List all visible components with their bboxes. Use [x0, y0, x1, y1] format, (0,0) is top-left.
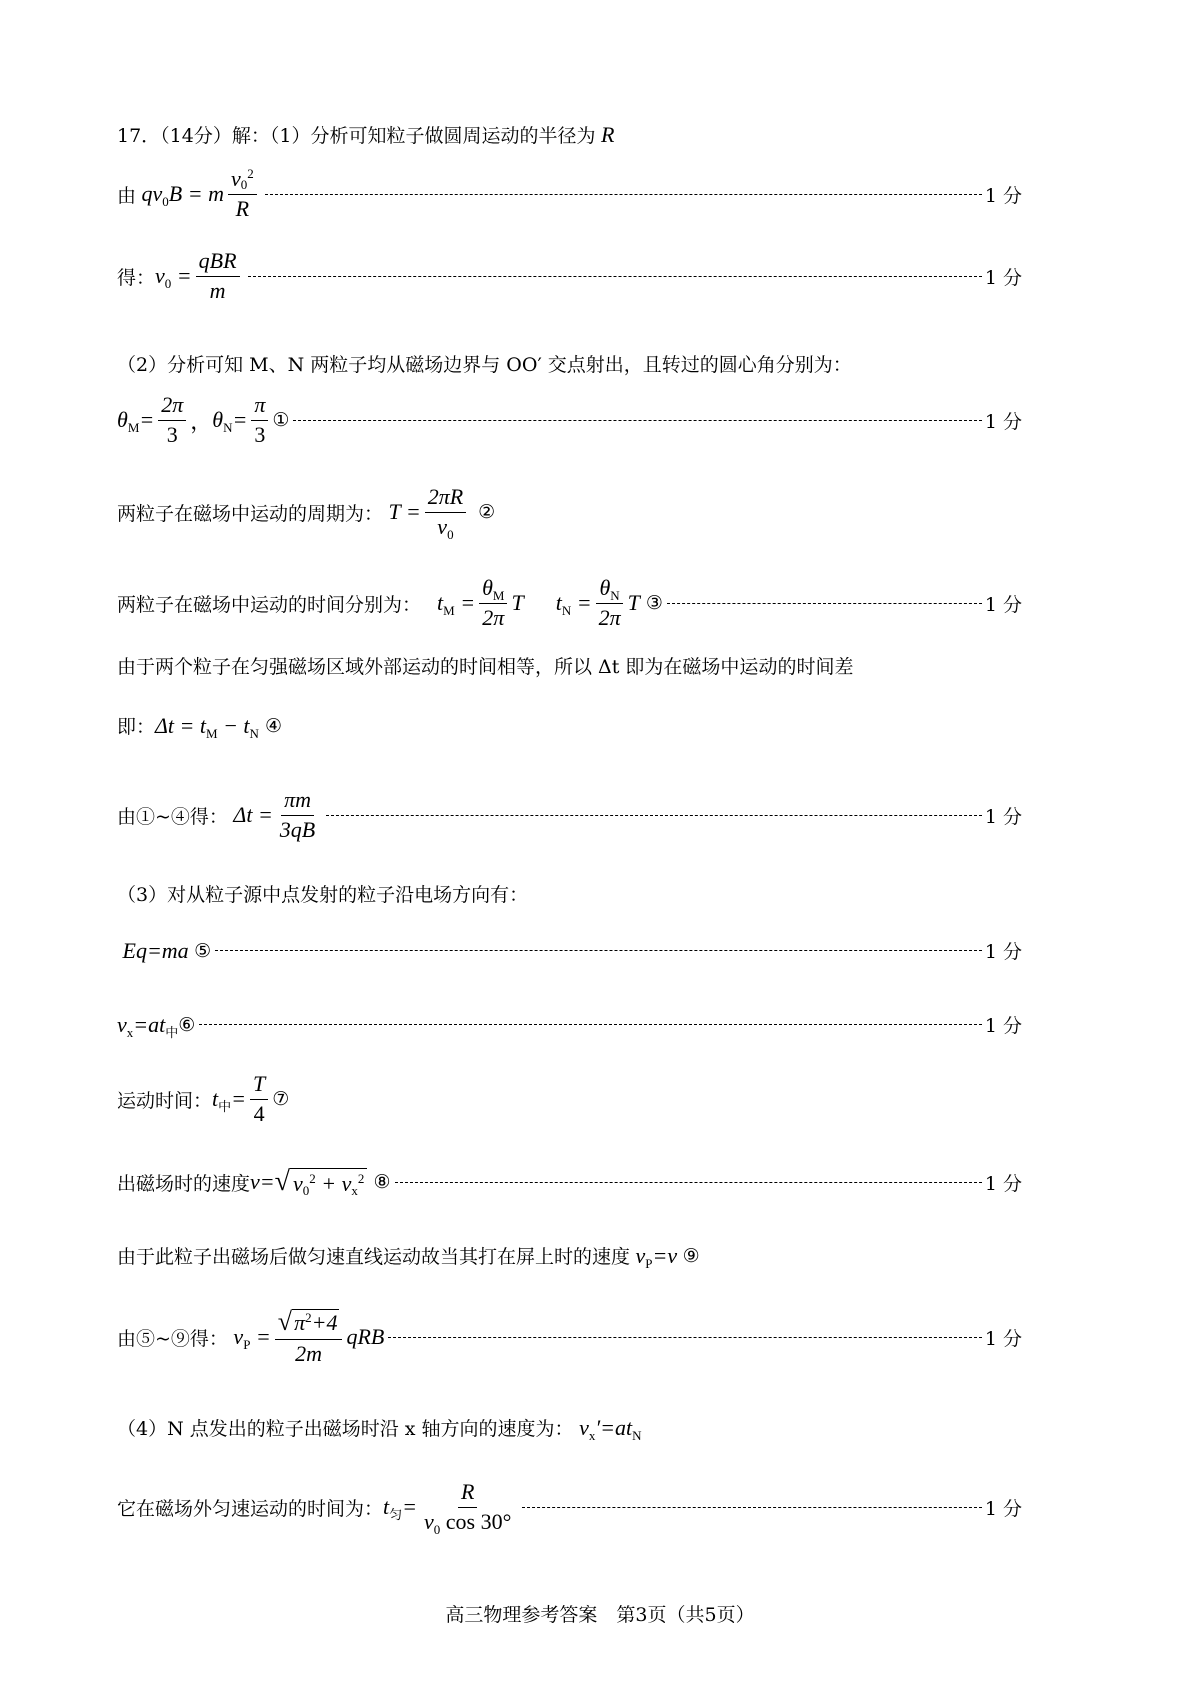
- score-label: 1 分: [984, 1327, 1022, 1350]
- eq-uniform-time-line: 它在磁场外匀速运动的时间为： $t_匀=$ $\frac{R}{v_0 \cos 30^\circ}$ 1 分: [117, 1479, 1022, 1537]
- eq-tN: $t_N$ =: [555, 590, 592, 618]
- eq-theta-M: $\theta_M=$: [117, 407, 155, 435]
- frac-T-over-4: $\frac{T}{4}$: [250, 1072, 268, 1125]
- frac-thetaM-over-2pi: $\frac{\theta_M}{2\pi}$: [479, 576, 507, 629]
- eq-period-line: 两粒子在磁场中运动的周期为： T = $\frac{2\pi R}{v_0}$ ②: [117, 484, 496, 542]
- part2-heading: （2）分析可知 M、N 两粒子均从磁场边界与 OO′ 交点射出，且转过的圆心角分别为：: [117, 354, 852, 376]
- delta-t-explanation: 由于两个粒子在匀强磁场区域外部运动的时间相等，所以 Δt 即为在磁场中运动的时间差: [117, 656, 854, 678]
- dash-leader: [215, 950, 982, 951]
- frac-pim-over-3qB: $\frac{\pi m}{3qB}$: [279, 787, 316, 842]
- frac-v0sq-over-R: $\frac{v0^2}{R}$: [228, 167, 257, 220]
- dash-leader: [326, 815, 982, 816]
- circle-number-7: ⑦: [272, 1088, 290, 1110]
- eq-motion-time-line: 运动时间： $t_中=$ $\frac{T}{4}$ ⑦: [117, 1071, 290, 1126]
- circle-number-3: ③: [645, 592, 663, 614]
- frac-R-over-v0cos30: $\frac{R}{v_0 \cos 30^\circ}$: [424, 1479, 512, 1537]
- dash-leader: [248, 276, 982, 277]
- eq-delta-t-result-line: 由①~④得： Δt = $\frac{\pi m}{3qB}$ 1 分: [117, 787, 1022, 842]
- math-R: R: [595, 121, 615, 147]
- eq-vp-result-line: 由⑤~⑨得： $v_P$ = √ $\pi^2+4$ 2m qRB 1 分: [117, 1307, 1022, 1366]
- eq-lorentz: $qv_0B = m$: [136, 181, 224, 209]
- dash-leader: [522, 1507, 981, 1508]
- score-label: 1 分: [984, 1497, 1022, 1520]
- eq-t-uniform: $t_匀=$: [383, 1494, 418, 1522]
- score-label: 1 分: [984, 1172, 1022, 1195]
- circle-number-1: ①: [272, 409, 290, 431]
- circle-number-9: ⑨: [682, 1244, 700, 1267]
- question-heading: 17．（14分）解：（1）分析可知粒子做圆周运动的半径为 R: [117, 121, 615, 147]
- dash-leader: [265, 194, 982, 195]
- frac-qBR-over-m: $\frac{\text{qBR}}{m}$: [196, 249, 240, 302]
- circle-number-2: ②: [478, 501, 496, 523]
- score-label: 1 分: [984, 184, 1022, 207]
- frac-2pi-over-3: $\frac{2\pi}{3}$: [158, 393, 186, 446]
- score-label: 1 分: [984, 266, 1022, 289]
- eq-period: T =: [383, 499, 421, 524]
- page-footer: 高三物理参考答案 第3页（共5页）: [445, 1604, 755, 1626]
- eq-delta-t-result: Δt =: [227, 802, 273, 827]
- dash-leader: [395, 1182, 982, 1183]
- eq-exit-speed-line: 出磁场时的速度 v= √ $v0^2 + vx^2$ ⑧ 1 分: [117, 1166, 1022, 1198]
- frac-pi-over-3: $\frac{\pi}{3}$: [251, 393, 268, 446]
- eq-theta-line: $\theta_M=$ $\frac{2\pi}{3}$ ， $\theta_N=$ $\frac{\pi}{3}$ ① 1 分: [117, 392, 1022, 447]
- frac-sqrt-pi2plus4-over-2m: √ $\pi^2+4$ 2m: [275, 1308, 343, 1366]
- circle-number-8: ⑧: [373, 1171, 391, 1193]
- eq-vx: $v_x=at_中$: [117, 1011, 179, 1040]
- score-label: 1 分: [984, 805, 1022, 828]
- eq-delta-t: $\Delta t = t_M - t_N$: [155, 712, 259, 741]
- eq-v0: $v_0$ =: [155, 263, 192, 291]
- eq-theta-N: $\theta_N=$: [212, 407, 248, 435]
- eq-exit-speed: v=: [250, 1169, 275, 1194]
- eq-time-line: 两粒子在磁场中运动的时间分别为： $t_M$ = $\frac{\theta_M}{2\pi}$ T $t_N$ = $\frac{\theta_N}{2\pi}$ T ③ 1 分: [117, 575, 1022, 630]
- eq-vx-prime: $v_x'=at_N$: [573, 1414, 642, 1443]
- eq-tM: $t_M$ =: [437, 590, 476, 618]
- eq-t-mid: $t_中=$: [212, 1086, 247, 1114]
- dash-leader: [667, 603, 982, 604]
- eq-v0-line: 得： $v_0$ = $\frac{\text{qBR}}{m}$ 1 分: [117, 248, 1022, 303]
- frac-2piR-over-v0: $\frac{2\pi R}{v_0}$: [425, 485, 466, 538]
- circle-number-5: ⑤: [194, 939, 212, 962]
- score-label: 1 分: [984, 410, 1022, 433]
- eq-newton-line: [117, 937, 1022, 964]
- eq-newton: Eq=ma: [117, 937, 195, 963]
- part4-heading: （4）N 点发出的粒子出磁场时沿 x 轴方向的速度为： $v_x'=at_N$: [117, 1414, 642, 1443]
- part3-heading: （3）对从粒子源中点发射的粒子沿电场方向有：: [117, 884, 529, 906]
- eq-delta-t-line: 即： $\Delta t = t_M - t_N$ ④: [117, 712, 283, 741]
- eq-vp: $v_P$ =: [227, 1324, 271, 1352]
- dash-leader: [199, 1024, 982, 1025]
- sqrt-v0sq-plus-vxsq: √ $v0^2 + vx^2$: [275, 1166, 368, 1198]
- eq-lorentz-line: 由 $qv_0B = m$ $\frac{v0^2}{R}$ 1 分: [117, 166, 1022, 221]
- circle-number-4: ④: [264, 714, 283, 737]
- score-label: 1 分: [984, 1015, 1022, 1037]
- circle-number-6: ⑥: [178, 1013, 196, 1036]
- score-label: 1 分: [984, 941, 1022, 963]
- dash-leader: [388, 1337, 982, 1338]
- frac-thetaN-over-2pi: $\frac{\theta_N}{2\pi}$: [596, 576, 624, 629]
- eq-vp-equals-v: $v_P=v$: [630, 1242, 683, 1271]
- screen-speed-line: 由于此粒子出磁场后做匀速直线运动故当其打在屏上时的速度 $v_P=v$ ⑨: [117, 1242, 700, 1271]
- score-label: 1 分: [984, 593, 1022, 616]
- eq-vx-line: [117, 1011, 1022, 1038]
- dash-leader: [293, 420, 981, 421]
